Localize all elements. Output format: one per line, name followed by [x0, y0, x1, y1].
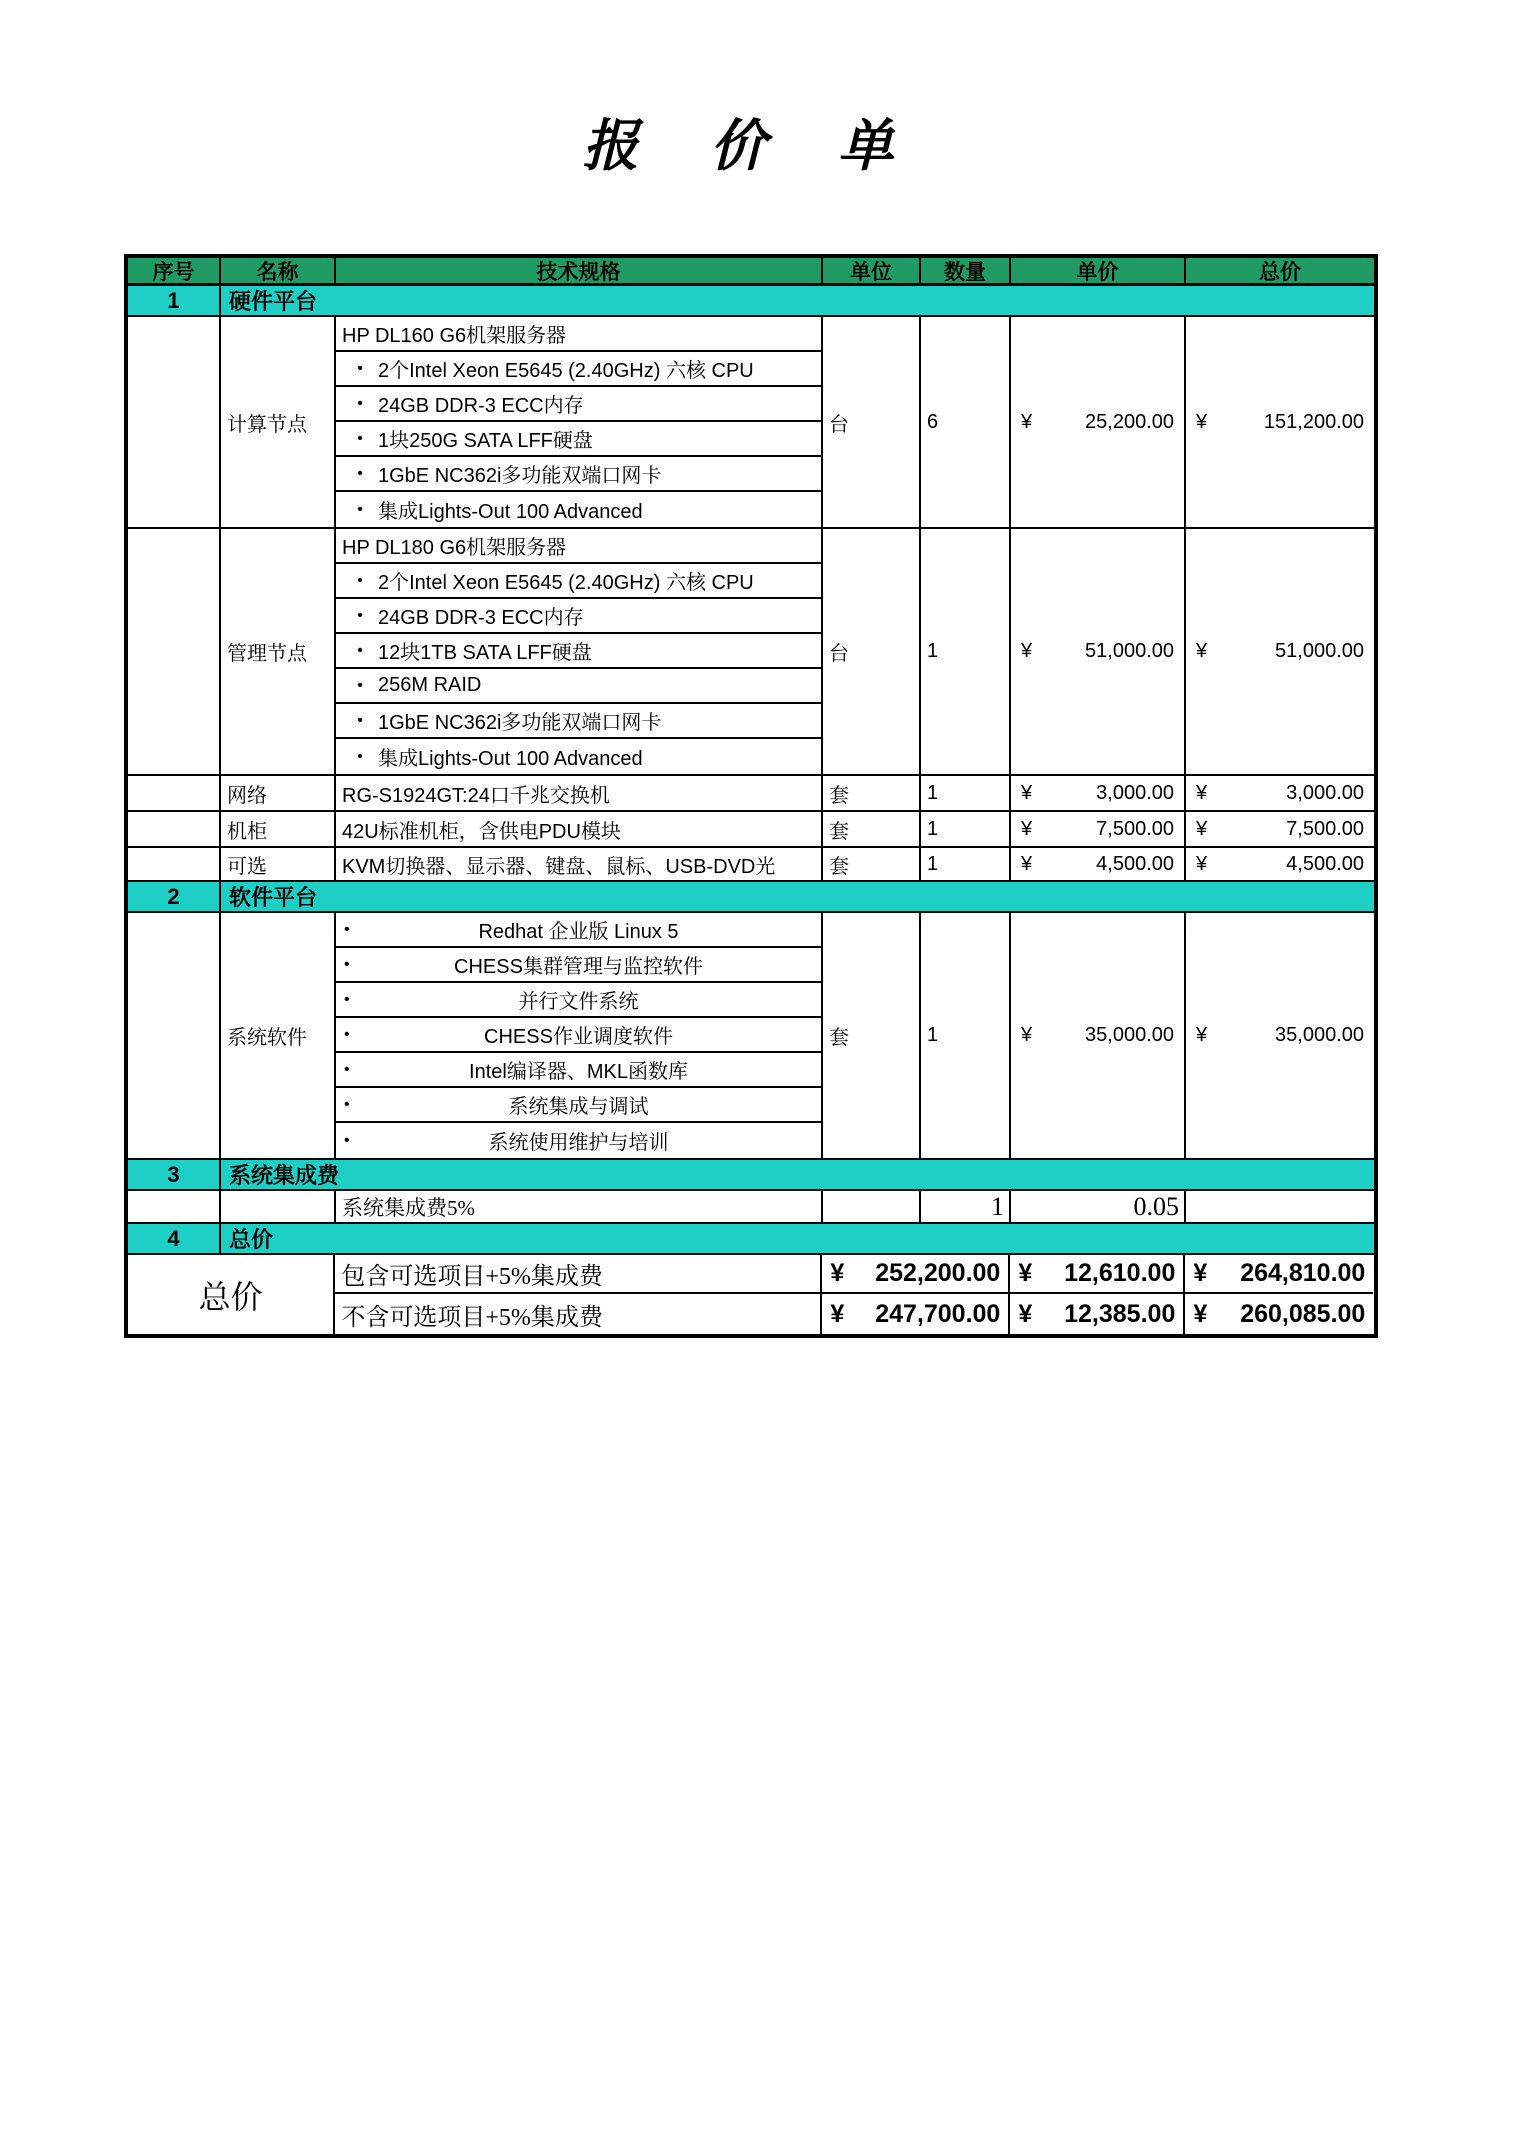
total-price-cell: [1186, 776, 1374, 812]
col-header-qty: 数量: [921, 258, 1011, 286]
bullet-icon: •: [344, 990, 350, 1008]
currency-symbol: ¥: [1196, 640, 1208, 662]
unit-price-cell: [1011, 529, 1186, 776]
spec-row: • 24GB DDR-3 ECC内存: [336, 599, 821, 634]
spec-list-management: [336, 529, 823, 776]
spec-row: • Intel编译器、MKL函数库: [336, 1053, 821, 1088]
page-title: 报 价 单: [582, 113, 920, 179]
bullet-icon: •: [357, 711, 363, 729]
bullet-icon: •: [357, 676, 363, 694]
spec-row: • 1GbE NC362i多功能双端口网卡: [336, 457, 821, 492]
item-row-software: [128, 913, 1374, 1160]
currency-symbol: ¥: [1021, 852, 1033, 875]
currency-symbol: ¥: [830, 1299, 845, 1328]
section-4-bar: [128, 1224, 1374, 1255]
spec-row: • 集成Lights-Out 100 Advanced: [336, 492, 821, 527]
unit-cell: 台: [823, 317, 921, 529]
unit-price-cell: [1011, 848, 1186, 882]
spec-row: • 24GB DDR-3 ECC内存: [336, 387, 821, 422]
integration-fee-rate: 0.05: [1011, 1191, 1186, 1224]
bullet-icon: •: [344, 1131, 350, 1149]
subtotal-cell: [822, 1255, 1010, 1294]
section-3-title: 系统集成费: [221, 1160, 1374, 1191]
spec-row: HP DL180 G6机架服务器: [336, 529, 821, 564]
unit-price-value: 25,200.00: [1085, 410, 1174, 433]
section-2-bar: [128, 882, 1374, 913]
col-header-unit: 单位: [823, 258, 921, 286]
spec-row: • 并行文件系统: [336, 983, 821, 1018]
bullet-icon: •: [357, 747, 363, 765]
currency-symbol: ¥: [1021, 1024, 1033, 1046]
item-row-compute-node: [128, 317, 1374, 529]
currency-symbol: ¥: [1021, 410, 1033, 433]
spec-row: • 系统使用维护与培训: [344, 1131, 669, 1154]
total-price-value: 35,000.00: [1275, 1024, 1364, 1046]
empty-no-cell: [128, 848, 221, 882]
currency-symbol: ¥: [1196, 410, 1208, 433]
currency-symbol: ¥: [1196, 817, 1208, 840]
spec-cell: KVM切换器、显示器、键盘、鼠标、USB-DVD光: [336, 848, 823, 882]
bullet-icon: •: [357, 359, 363, 377]
col-header-unit-price: 单价: [1011, 258, 1186, 286]
section-1-title: 硬件平台: [221, 286, 1374, 317]
total-row-label: 不含可选项目+5%集成费: [335, 1294, 822, 1334]
spec-row: • 集成Lights-Out 100 Advanced: [336, 739, 821, 774]
item-row-management-node: [128, 529, 1374, 776]
col-header-spec: 技术规格: [336, 258, 823, 286]
spec-row: • 2个Intel Xeon E5645 (2.40GHz) 六核 CPU: [336, 352, 821, 387]
spec-row: • 1GbE NC362i多功能双端口网卡: [336, 704, 821, 739]
unit-cell: 套: [823, 913, 921, 1160]
item-row-network: [128, 776, 1374, 812]
grand-total-cell: [1185, 1294, 1373, 1334]
integration-fee-cell: [1010, 1294, 1185, 1334]
col-header-name: 名称: [221, 258, 336, 286]
currency-symbol: ¥: [830, 1259, 845, 1287]
unit-cell: 套: [823, 776, 921, 812]
integration-fee-value: 12,610.00: [1064, 1259, 1176, 1287]
empty-no-cell: [128, 812, 221, 848]
qty-cell: 6: [921, 317, 1011, 529]
qty-cell: 1: [921, 812, 1011, 848]
section-4-no: 4: [128, 1224, 221, 1255]
spec-row: • 1块250G SATA LFF硬盘: [336, 422, 821, 457]
spec-cell: 42U标准机柜，含供电PDU模块: [336, 812, 823, 848]
total-price-value: 4,500.00: [1286, 852, 1364, 875]
bullet-icon: •: [357, 464, 363, 482]
total-row-with-optional: [335, 1255, 1374, 1294]
item-name-software: 系统软件: [221, 913, 336, 1160]
total-price-cell: [1186, 812, 1374, 848]
unit-price-value: 35,000.00: [1085, 1024, 1174, 1046]
section-3-bar: [128, 1160, 1374, 1191]
total-price-value: 151,200.00: [1263, 410, 1364, 433]
integration-fee-spec: 系统集成费5%: [336, 1191, 823, 1224]
bullet-icon: •: [344, 1025, 350, 1043]
total-price-value: 3,000.00: [1286, 781, 1364, 804]
grand-total-cell: [1185, 1255, 1373, 1294]
bullet-icon: •: [344, 1095, 350, 1113]
grand-total-rows: [335, 1255, 1374, 1334]
qty-cell: 1: [921, 848, 1011, 882]
currency-symbol: ¥: [1196, 852, 1208, 875]
unit-price-value: 4,500.00: [1096, 852, 1174, 875]
total-price-cell: [1186, 317, 1374, 529]
qty-cell: 1: [921, 529, 1011, 776]
item-name-compute: 计算节点: [221, 317, 336, 529]
section-2-no: 2: [128, 882, 221, 913]
grand-total-label: 总价: [128, 1255, 335, 1334]
spec-list-compute: [336, 317, 823, 529]
currency-symbol: ¥: [1193, 1299, 1208, 1328]
currency-symbol: ¥: [1021, 817, 1033, 840]
empty-name-cell: [221, 1191, 336, 1224]
grand-total-value: 264,810.00: [1240, 1259, 1366, 1287]
spec-row: • 12块1TB SATA LFF硬盘: [336, 634, 821, 669]
item-row-rack: [128, 812, 1374, 848]
quotation-table: [124, 254, 1378, 1338]
col-header-no: 序号: [128, 258, 221, 286]
section-3-no: 3: [128, 1160, 221, 1191]
unit-price-value: 3,000.00: [1096, 781, 1174, 804]
subtotal-cell: [822, 1294, 1010, 1334]
integration-fee-cell: [1010, 1255, 1185, 1294]
currency-symbol: ¥: [1193, 1259, 1208, 1287]
unit-price-cell: [1011, 812, 1186, 848]
empty-no-cell: [128, 913, 221, 1160]
bullet-icon: •: [357, 641, 363, 659]
subtotal-value: 252,200.00: [875, 1259, 1001, 1287]
integration-fee-qty: 1: [921, 1191, 1011, 1224]
total-row-without-optional: [335, 1294, 1374, 1334]
unit-cell: 套: [823, 812, 921, 848]
grand-total-value: 260,085.00: [1240, 1299, 1366, 1328]
currency-symbol: ¥: [1021, 781, 1033, 804]
unit-price-cell: [1011, 317, 1186, 529]
total-price-cell: [1186, 913, 1374, 1160]
section-4-title: 总价: [221, 1224, 1374, 1255]
spec-row: HP DL160 G6机架服务器: [336, 317, 821, 352]
item-row-optional: [128, 848, 1374, 882]
total-row-label: 包含可选项目+5%集成费: [335, 1255, 822, 1294]
integration-fee-row: [128, 1191, 1374, 1224]
spec-row: • CHESS作业调度软件: [336, 1018, 821, 1053]
total-price-cell: [1186, 848, 1374, 882]
spec-list-software: [336, 913, 823, 1160]
item-name-management: 管理节点: [221, 529, 336, 776]
currency-symbol: ¥: [1196, 781, 1208, 804]
section-1-no: 1: [128, 286, 221, 317]
unit-cell: 套: [823, 848, 921, 882]
empty-no-cell: [128, 317, 221, 529]
empty-no-cell: [128, 529, 221, 776]
section-2-title: 软件平台: [221, 882, 1374, 913]
subtotal-value: 247,700.00: [875, 1299, 1001, 1328]
grand-total-block: [128, 1255, 1374, 1334]
unit-cell: 台: [823, 529, 921, 776]
bullet-icon: •: [357, 571, 363, 589]
empty-no-cell: [128, 776, 221, 812]
spec-row: • CHESS集群管理与监控软件: [336, 948, 821, 983]
item-name-network: 网络: [221, 776, 336, 812]
spec-row: • 256M RAID: [336, 669, 821, 704]
unit-price-cell: [1011, 776, 1186, 812]
qty-cell: 1: [921, 913, 1011, 1160]
total-price-cell: [1186, 529, 1374, 776]
total-price-value: 7,500.00: [1286, 817, 1364, 840]
qty-cell: 1: [921, 776, 1011, 812]
currency-symbol: ¥: [1196, 1024, 1208, 1046]
section-1-bar: [128, 286, 1374, 317]
spec-row: • Redhat 企业版 Linux 5: [336, 913, 821, 948]
unit-price-cell: [1011, 913, 1186, 1160]
bullet-icon: •: [357, 429, 363, 447]
currency-symbol: ¥: [1018, 1259, 1033, 1287]
empty-no-cell: [128, 1191, 221, 1224]
unit-price-value: 7,500.00: [1096, 817, 1174, 840]
spec-row: • 系统集成与调试: [336, 1088, 821, 1123]
bullet-icon: •: [344, 920, 350, 938]
total-price-value: 51,000.00: [1275, 640, 1364, 662]
bullet-icon: •: [344, 1060, 350, 1078]
empty-total-cell: [1186, 1191, 1374, 1224]
spec-cell: RG-S1924GT:24口千兆交换机: [336, 776, 823, 812]
col-header-total: 总价: [1186, 258, 1374, 286]
unit-price-value: 51,000.00: [1085, 640, 1174, 662]
table-header-row: [128, 258, 1374, 286]
bullet-icon: •: [357, 394, 363, 412]
empty-unit-cell: [823, 1191, 921, 1224]
bullet-icon: •: [357, 500, 363, 518]
item-name-optional: 可选: [221, 848, 336, 882]
spec-row: • 2个Intel Xeon E5645 (2.40GHz) 六核 CPU: [336, 564, 821, 599]
item-name-rack: 机柜: [221, 812, 336, 848]
integration-fee-value: 12,385.00: [1064, 1299, 1176, 1328]
bullet-icon: •: [357, 606, 363, 624]
currency-symbol: ¥: [1018, 1299, 1033, 1328]
bullet-icon: •: [344, 955, 350, 973]
currency-symbol: ¥: [1021, 640, 1033, 662]
